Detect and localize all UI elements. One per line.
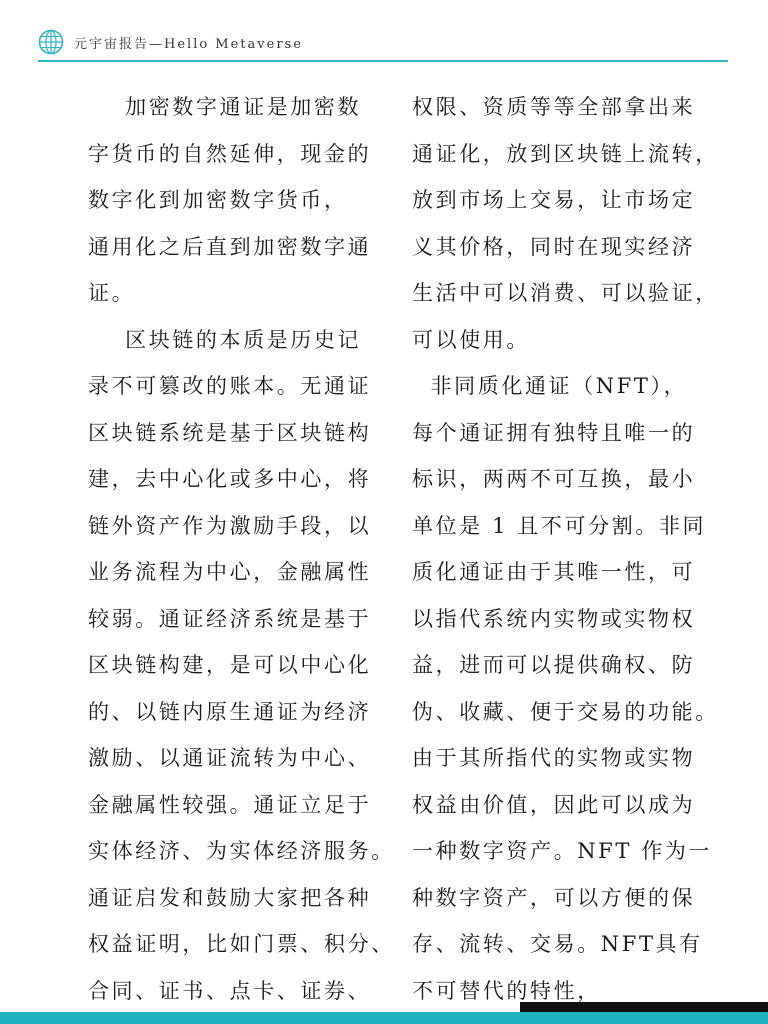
text-line: 非同质化通证（NFT），	[412, 374, 688, 398]
text-line: 区块链的本质是历史记	[88, 327, 362, 352]
text-line: 可以使用。	[412, 327, 530, 352]
text-line: 以指代系统内实物或实物权	[412, 606, 696, 631]
text-line: 金融属性较强。通证立足于	[88, 792, 372, 817]
text-line: 激励、以通证流转为中心、	[88, 746, 372, 770]
text-line: 字货币的自然延伸，现金的	[88, 141, 372, 166]
text-line: 区块链系统是基于区块链构	[88, 420, 372, 445]
text-line: 权限、资质等等全部拿出来	[412, 95, 696, 119]
text-line: 益，进而可以提供确权、防	[412, 653, 696, 677]
text-line: 伪、收藏、便于交易的功能。	[412, 699, 719, 724]
text-line: 质化通证由于其唯一性，可	[412, 560, 696, 584]
text-line: 每个通证拥有独特且唯一的	[412, 420, 696, 445]
text-line: 实体经济、为实体经济服务。	[88, 839, 395, 863]
left-text-column	[88, 84, 406, 1014]
text-line: 较弱。通证经济系统是基于	[88, 606, 372, 631]
text-line: 一种数字资产。NFT 作为一	[412, 839, 713, 863]
text-line: 由于其所指代的实物或实物	[412, 746, 696, 770]
text-line: 通证化，放到区块链上流转，	[412, 141, 719, 166]
text-line: 通用化之后直到加密数字通	[88, 234, 372, 259]
text-line: 权益证明，比如门票、积分、	[88, 932, 395, 956]
globe-icon	[38, 29, 64, 55]
text-line: 链外资产作为激励手段，以	[88, 513, 372, 538]
footer-teal-bar	[0, 1012, 768, 1024]
text-line: 合同、证书、点卡、证券、	[88, 978, 372, 1003]
text-line: 种数字资产，可以方便的保	[412, 885, 696, 910]
text-line: 单位是 1 且不可分割。非同	[412, 513, 707, 538]
text-line: 义其价格，同时在现实经济	[412, 234, 696, 259]
text-line: 录不可篡改的账本。无通证	[88, 374, 372, 398]
text-line: 建，去中心化或多中心，将	[88, 467, 372, 491]
text-line: 区块链构建，是可以中心化	[88, 653, 372, 677]
header-title: 元宇宙报告—Hello Metaverse	[74, 36, 303, 52]
text-line: 放到市场上交易，让市场定	[412, 188, 696, 212]
text-line: 业务流程为中心，金融属性	[88, 560, 372, 584]
footer-black-bar	[520, 1002, 768, 1012]
text-line: 加密数字通证是加密数	[88, 95, 362, 119]
header-divider	[38, 60, 728, 62]
text-line: 权益由价值，因此可以成为	[412, 792, 696, 817]
text-line: 证。	[88, 281, 136, 305]
right-text-column	[412, 84, 732, 1014]
text-line: 通证启发和鼓励大家把各种	[88, 885, 372, 910]
text-line: 生活中可以消费、可以验证，	[412, 281, 719, 305]
page-header	[38, 28, 303, 56]
text-line: 数字化到加密数字货币，	[88, 188, 348, 212]
text-line: 不可替代的特性，	[412, 978, 601, 1003]
text-line: 的、以链内原生通证为经济	[88, 699, 372, 724]
text-line: 存、流转、交易。NFT具有	[412, 932, 703, 956]
text-line: 标识，两两不可互换，最小	[412, 467, 696, 491]
